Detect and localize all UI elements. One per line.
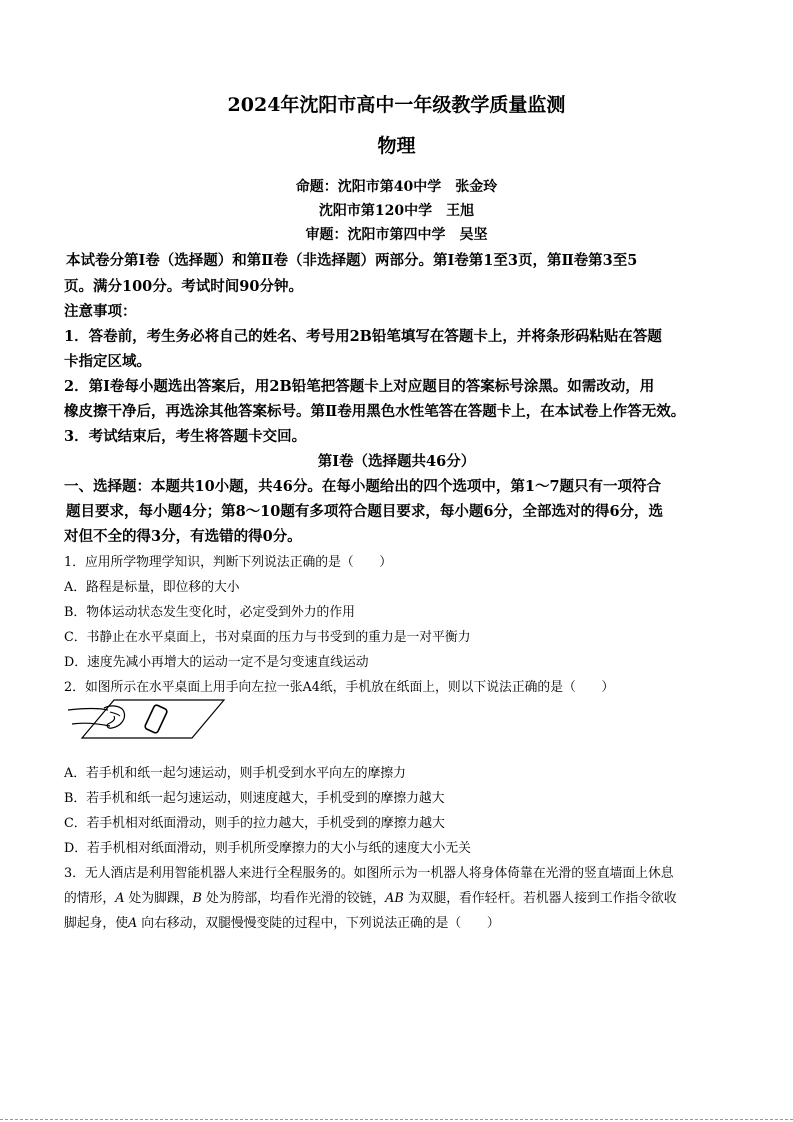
subject-title: 物理 bbox=[377, 135, 416, 157]
hand-pulling-paper-icon bbox=[64, 696, 228, 742]
q2-option-a: A．若手机和纸一起匀速运动，则手机受到水平向左的摩擦力 bbox=[64, 766, 406, 781]
reviewer-line: 审题：沈阳市第四中学 吴坚 bbox=[305, 227, 488, 243]
notice-3: 3．考试结束后，考生将答题卡交回。 bbox=[64, 428, 307, 445]
notice-2b: 橡皮擦干净后，再选涂其他答案标号。第Ⅱ卷用黑色水性笔答在答题卡上，在本试卷上作答无效。 bbox=[64, 403, 686, 420]
var-b: B bbox=[192, 891, 202, 906]
section-instr-1: 一、选择题：本题共10小题，共46分。在每小题给出的四个选项中，第1～7题只有一项符合 bbox=[64, 478, 662, 495]
q3-text: 为双腿，看作轻杆。若机器人接到工作指令欲收 bbox=[403, 891, 677, 906]
q2-option-c: C．若手机相对纸面滑动，则手的拉力越大，手机受到的摩擦力越大 bbox=[64, 816, 445, 831]
q3-text: 处为胯部，均看作光滑的铰链， bbox=[201, 891, 386, 906]
q3-line-2 bbox=[64, 887, 677, 906]
intro-line-1: 本试卷分第Ⅰ卷（选择题）和第Ⅱ卷（非选择题）两部分。第Ⅰ卷第1至3页，第Ⅱ卷第3至5 bbox=[66, 252, 638, 269]
notice-1a: 1．答卷前，考生务必将自己的姓名、考号用2B铅笔填写在答题卡上，并将条形码粘贴在答题 bbox=[64, 328, 662, 345]
q3-line-1: 3．无人酒店是利用智能机器人来进行全程服务的。如图所示为一机器人将身体倚靠在光滑的竖直墙面上休息 bbox=[64, 866, 674, 881]
exam-title: 2024年沈阳市高中一年级教学质量监测 bbox=[227, 94, 566, 116]
q1-option-d: D．速度先减小再增大的运动一定不是匀变速直线运动 bbox=[64, 655, 369, 670]
arm-upper bbox=[68, 709, 108, 711]
notice-heading: 注意事项： bbox=[64, 303, 137, 320]
q3-text: 的情形， bbox=[64, 891, 116, 906]
q3-text: 向右移动，双腿慢慢变陡的过程中，下列说法正确的是（ ） bbox=[137, 916, 500, 931]
var-ab: AB bbox=[385, 891, 404, 906]
phone-icon bbox=[144, 704, 168, 733]
q1-option-a: A．路程是标量，即位移的大小 bbox=[64, 580, 240, 595]
author-line-1: 命题：沈阳市第40中学 张金玲 bbox=[295, 179, 498, 195]
notice-1b: 卡指定区域。 bbox=[64, 353, 151, 370]
q1-option-c: C．书静止在水平桌面上，书对桌面的压力与书受到的重力是一对平衡力 bbox=[64, 630, 471, 645]
q2-option-d: D．若手机相对纸面滑动，则手机所受摩擦力的大小与纸的速度大小无关 bbox=[64, 841, 471, 856]
q1-stem: 1．应用所学物理学知识，判断下列说法正确的是（ ） bbox=[64, 555, 393, 570]
var-a: A bbox=[127, 916, 138, 931]
q3-text: 脚起身，使 bbox=[64, 916, 128, 931]
q2-option-b: B．若手机和纸一起匀速运动，则速度越大，手机受到的摩擦力越大 bbox=[64, 791, 445, 806]
var-a: A bbox=[115, 891, 125, 906]
page-bottom-rule bbox=[0, 1119, 793, 1120]
q3-line-3 bbox=[64, 912, 500, 931]
notice-2a: 2．第Ⅰ卷每小题选出答案后，用2B铅笔把答题卡上对应题目的答案标号涂黑。如需改动，用 bbox=[64, 378, 655, 395]
section-instr-3: 对但不全的得3分，有选错的得0分。 bbox=[64, 528, 302, 545]
section-heading: 第Ⅰ卷（选择题共46分） bbox=[317, 453, 476, 470]
q2-stem: 2．如图所示在水平桌面上用手向左拉一张A4纸，手机放在纸面上，则以下说法正确的是（ ） bbox=[64, 680, 615, 695]
intro-line-2: 页。满分100分。考试时间90分钟。 bbox=[64, 278, 303, 295]
q1-option-b: B．物体运动状态发生变化时，必定受到外力的作用 bbox=[64, 605, 355, 620]
section-instr-2: 题目要求，每小题4分；第8～10题有多项符合题目要求，每小题6分，全部选对的得6分，选 bbox=[66, 503, 664, 520]
q3-text: 处为脚踝， bbox=[124, 891, 193, 906]
author-line-2: 沈阳市第120中学 王旭 bbox=[318, 203, 475, 219]
arm-lower bbox=[72, 723, 110, 726]
